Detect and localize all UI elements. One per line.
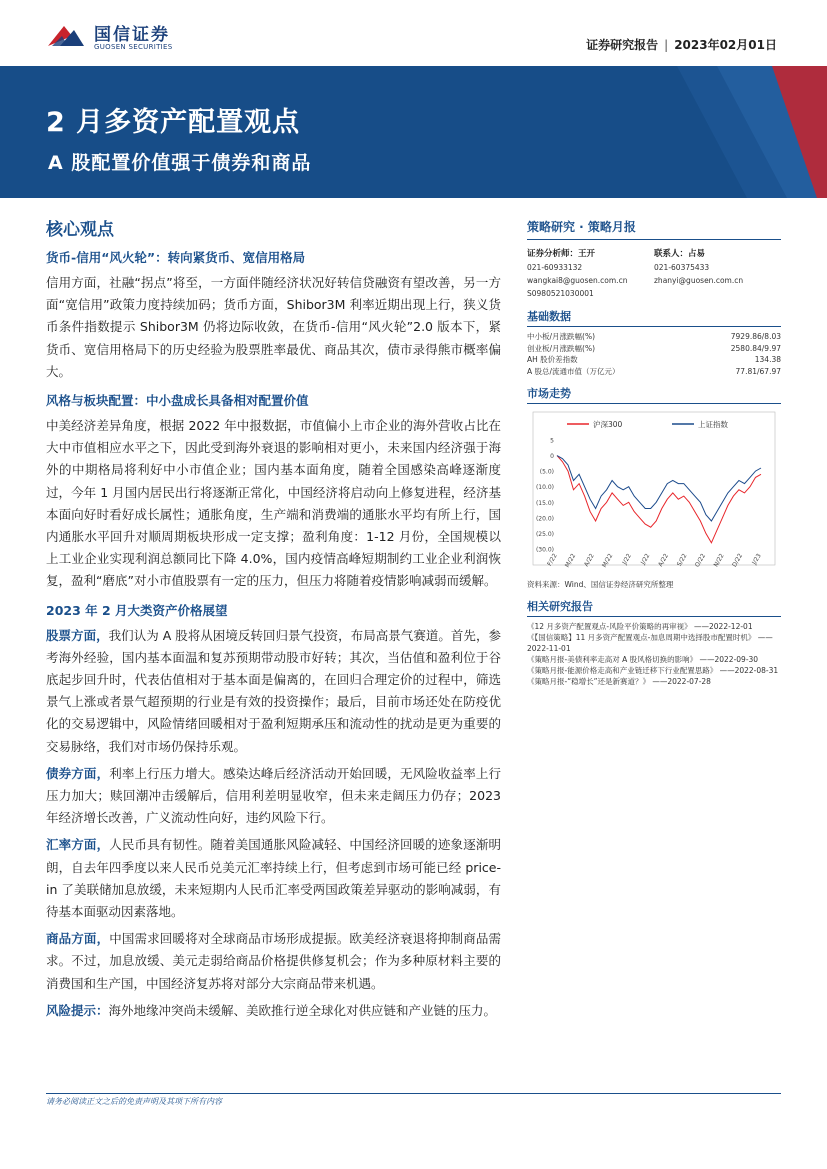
paragraph: 中美经济差异角度，根据 2022 年中报数据，市值偏小上市企业的海外营收占比在大中市值相应水平之下，因此受到海外衰退的影响相对更小，未来国内经济强于海外的中期格局将利好中小市值企业；国内基本面角度，随着全国感染高峰逐渐度过，今年 1 月国内居民出行将逐渐正常化，中国经济将启动向上修复进程，经济基本面向好时看好成长属性；通胀角度，生产端和消费端的通胀水平均有所上行，国内通胀水平回升对顺周期板块形成一定支撑；盈利角度：1-12 月份，全国规模以上工业企业实现利润总额同比下降 4.0%，国内疫情高峰短期制约工业企业利润恢复，盈利“磨底”对小市值股票有一定的压力，但压力将随着疫情影响减弱而缓解。 [46,418,501,589]
guosen-logo-icon [46,22,86,50]
paragraph-stocks [46,625,501,758]
report-category: 策略研究 · 策略月报 [527,218,781,240]
section-heading: 2023 年 2 月大类资产价格展望 [46,602,228,618]
title-banner [0,66,827,198]
report-date: 2023年02月01日 [674,38,777,52]
paragraph: 信用方面，社融“拐点”将至，一方面伴随经济状况好转信贷融资有望改善，另一方面“宽信用”政策力度持续加码；货币方面，Shibor3M 利率近期出现上行，狭义货币条件指数提示 Shibor3M 仍将边际收敛，在货币-信用“风火轮”2.0 版本下，紧货币、宽信用格局下的历史经验为股票胜率最优、商品其次，债市录得熊市概率偏大。 [46,275,501,379]
report-subtitle: A 股配置价值强于债券和商品 [48,152,312,174]
section-heading: 风格与板块配置：中小盘成长具备相对配置价值 [46,393,309,409]
report-type: 证券研究报告 [586,38,659,52]
core-views-title: 核心观点 [46,220,114,240]
paragraph-fx [46,834,501,923]
chart-frame [533,412,775,568]
basic-data-row [527,354,781,366]
series-line [557,456,761,543]
x-tick-label: F/22 [546,552,559,568]
x-tick-label: J/23 [750,552,763,566]
y-tick-label: (10.0) [535,484,554,492]
analyst-card [527,248,654,300]
x-tick-label: S/22 [675,552,689,568]
analyst-name: 联系人：占易 [654,249,706,259]
paragraph-body: 中国需求回暖将对全球商品市场形成提振。欧美经济衰退将抑制商品需求。不过，加息放缓、美元走弱给商品价格提供修复机会；作为多种原材料主要的消费国和生产国，中国经济复苏将对部分大宗商品带来机遇。 [46,931,501,991]
row-label: AH 股价差指数 [527,355,578,364]
legend-label: 上证指数 [698,420,728,429]
basic-data-row [527,331,781,343]
paragraph-body: 我们认为 A 股将从困境反转回归景气投资，布局高景气赛道。首先，参考海外经验，国内基本面温和复苏预期带动股市好转；其次，当估值和盈利位于谷底起步回升时，代表估值相对于基本面是偏离的，在回归合理定价的过程中，筛选景气上涨或者景气超预期的行业是有效的投资操作；最后，目前市场还处在防疫优化的交易逻辑中，风险情绪回暖相对于盈利短期承压和流动性的扰动是更为重要的交易脉络，我们对市场仍保持乐观。 [46,627,501,754]
related-report-link[interactable]: 《策略月报-美债利率走高对 A 股风格切换的影响》 ——2022-09-30 [527,655,759,664]
logo-text-en: GUOSEN SECURITIES [94,43,173,51]
sidebar [527,210,781,687]
x-tick-label: J/22 [621,552,633,566]
series-line [557,456,761,521]
y-tick-label: 5 [550,437,554,445]
paragraph-body: 人民币具有韧性。随着美国通胀风险减轻、中国经济回暖的迹象逐渐明朗，自去年四季度以来人民币兑美元汇率持续上行，但考虑到市场可能已经 price-in 了美联储加息放缓，未来短期内人民币汇率受两国政策差异驱动的影响减弱，有待基本面驱动因素落地。 [46,837,501,920]
y-tick-label: (15.0) [535,499,554,507]
y-tick-label: (25.0) [535,530,554,538]
analyst-email[interactable]: zhanyi@guosen.com.cn [654,276,744,285]
related-report-link[interactable]: 《策略月报-能源价格走高和产业链迁移下行业配置思路》 ——2022-08-31 [527,666,779,675]
row-label: A 股总/流通市值（万亿元） [527,366,620,376]
x-tick-label: A/22 [582,552,596,568]
row-value: 2580.84/9.97 [730,343,781,353]
analyst-phone: 021-60933132 [527,263,583,272]
x-tick-label: J/22 [639,552,652,566]
row-label: 中小板/月涨跌幅(%) [527,332,596,341]
y-tick-label: (20.0) [535,515,554,523]
paragraph-lead: 风险提示： [46,1002,109,1018]
related-reports-list [527,621,781,687]
basic-data-row [527,366,781,378]
related-reports-title: 相关研究报告 [527,598,781,617]
meta-separator: | [664,38,669,52]
market-trend-chart [527,406,781,571]
main-content [46,210,501,1022]
x-tick-label: O/22 [693,552,708,569]
report-meta [586,36,777,53]
x-tick-label: D/22 [730,552,745,569]
paragraph-risk [46,1000,501,1022]
paragraph-body: 海外地缘冲突尚未缓解、美欧推行逆全球化对供应链和产业链的压力。 [108,1002,497,1018]
report-title: 2 月多资产配置观点 [46,107,301,138]
row-value: 7929.86/8.03 [730,332,781,341]
analyst-name: 证券分析师：王开 [527,249,596,259]
banner-decoration [567,66,827,198]
paragraph-commodities [46,928,501,995]
x-tick-label: A/22 [657,552,671,568]
analyst-cert: S0980521030001 [527,289,594,298]
analyst-phone: 021-60375433 [654,263,710,272]
analyst-info [527,248,781,300]
legend-label: 沪深300 [593,420,623,429]
footer-disclaimer: 请务必阅读正文之后的免责声明及其项下所有内容 [46,1097,222,1106]
basic-data-title: 基础数据 [527,308,781,327]
paragraph-lead: 汇率方面， [46,837,110,853]
paragraph-bonds [46,763,501,830]
analyst-email[interactable]: wangkai8@guosen.com.cn [527,276,628,285]
related-report-link[interactable]: 《策略月报-“稳增长”还是新赛道？》 ——2022-07-28 [527,677,711,686]
x-tick-label: M/22 [563,552,578,569]
paragraph-lead: 商品方面， [46,931,110,947]
market-trend-title: 市场走势 [527,385,781,404]
analyst-card [654,248,781,300]
y-tick-label: 0 [550,453,554,461]
basic-data-row [527,343,781,355]
paragraph-body: 利率上行压力增大。感染达峰后经济活动开始回暖，无风险收益率上行压力加大；赎回潮冲击缓解后，信用利差明显收窄，但未来走阔压力仍存；2023 年经济增长改善，广义流动性向好，违约风险下行。 [46,765,501,826]
paragraph-lead: 股票方面， [46,627,109,643]
x-tick-label: N/22 [712,552,726,569]
row-value: 77.81/67.97 [735,366,781,376]
x-tick-label: M/22 [600,552,615,569]
section-heading: 货币-信用“风火轮”：转向紧货币、宽信用格局 [46,250,306,265]
row-value: 134.38 [754,355,781,364]
footer-divider [46,1093,781,1094]
basic-data-table [527,331,781,377]
row-label: 创业板/月涨跌幅(%) [527,343,596,353]
related-report-link[interactable]: 《【国信策略】11 月多资产配置观点-加息周期中选择股市配置时机》 ——2022-11-01 [527,633,773,653]
y-tick-label: (5.0) [539,468,554,476]
logo-text-cn: 国信证券 [94,25,170,45]
paragraph-lead: 债券方面， [46,765,110,781]
chart-source: 资料来源：Wind、国信证券经济研究所整理 [527,580,674,589]
y-tick-label: (30.0) [535,546,554,554]
related-report-link[interactable]: 《12 月多资产配置观点-风险平价策略的再审视》 ——2022-12-01 [527,622,753,631]
company-logo [46,18,196,58]
top-header [0,0,827,64]
